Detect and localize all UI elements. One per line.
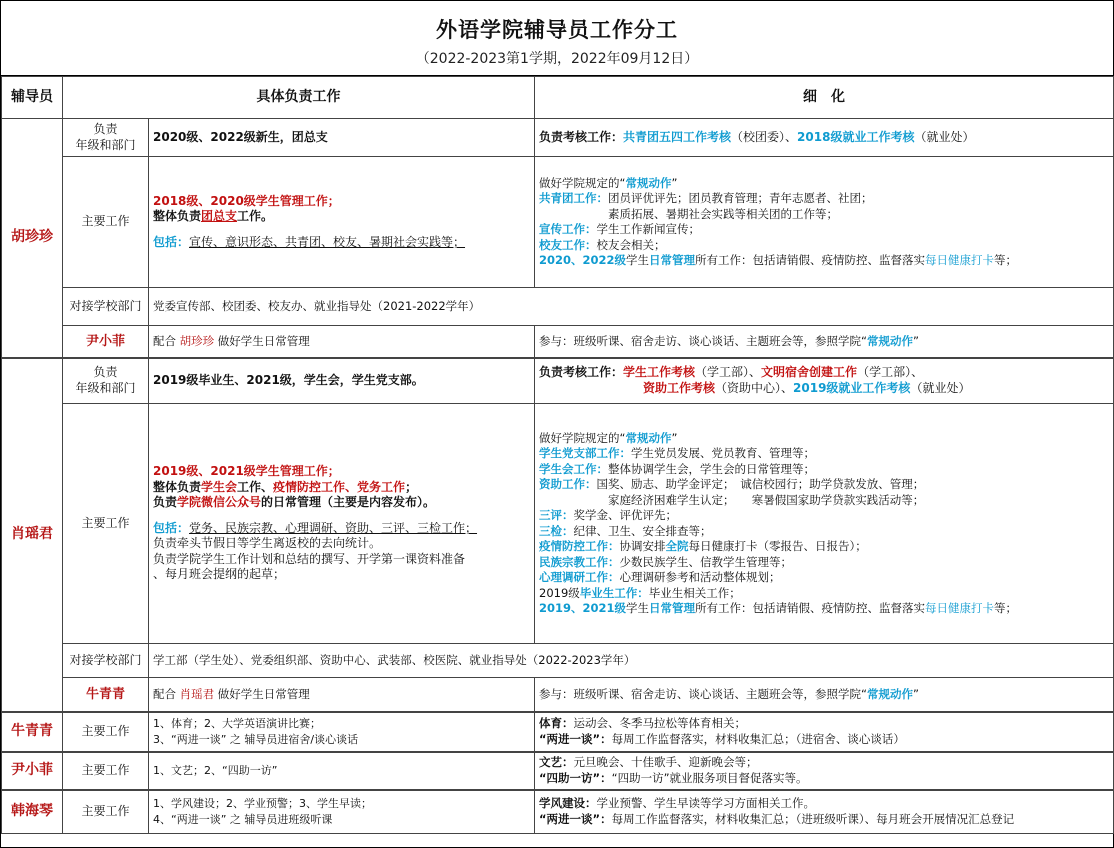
s2-assist: 配合 肖瑶君 做好学生日常管理	[149, 678, 535, 712]
header-detail: 细 化	[535, 77, 1114, 119]
other-2-label: 主要工作	[63, 752, 149, 790]
s1-counselor-name: 胡珍珍	[2, 119, 63, 358]
header-row	[2, 77, 1114, 119]
other-3-label: 主要工作	[63, 790, 149, 834]
s1-assistant-name: 尹小菲	[63, 326, 149, 358]
other-1-detail: 体育：运动会、冬季马拉松等体育相关； “两进一谈”：每周工作监督落实，材料收集汇总；（进宿舍、谈心谈话）	[535, 712, 1114, 752]
s2-main-duty: 2019级、2021级学生管理工作； 整体负责学生会工作、疫情防控工作、党务工作； 负责学院微信公众号的日常管理（主要是内容发布）。 包括：党务、民族宗教、心理调研、资助、三评、三检工作； 负责牵头节假日等学生离返校的去向统计。 负责学院学生工作计划和总结的撰写、开学第一课资料准备 、每月班会提纲的起草；	[149, 404, 535, 644]
s1-assist: 配合 胡珍珍 做好学生日常管理	[149, 326, 535, 358]
other-row-2	[2, 752, 1114, 790]
s2-dept-label: 对接学校部门	[63, 644, 149, 678]
s2-assistant-name: 牛青青	[63, 678, 149, 712]
document-title: 外语学院辅导员工作分工	[436, 18, 678, 42]
other-3-duty: 1、学风建设；2、学业预警；3、学生早读； 4、“两进一谈” 之 辅导员进班级听课	[149, 790, 535, 834]
s1-dept-row	[2, 288, 1114, 326]
s2-assist-row	[2, 678, 1114, 712]
s2-grade-label: 负责 年级和部门	[63, 358, 149, 404]
s2-dept-row	[2, 644, 1114, 678]
s1-assist-detail: 参与：班级听课、宿舍走访、谈心谈话、主题班会等，参照学院“常规动作”	[535, 326, 1114, 358]
other-1-label: 主要工作	[63, 712, 149, 752]
s1-grade-row	[2, 119, 1114, 157]
s2-main-label: 主要工作	[63, 404, 149, 644]
s1-grade-duty: 2020级、2022级新生，团总支	[149, 119, 535, 157]
s1-dept: 党委宣传部、校团委、校友办、就业指导处（2021-2022学年）	[149, 288, 1114, 326]
s2-dept: 学工部（学生处）、党委组织部、资助中心、武装部、校医院、就业指导处（2022-2023学年）	[149, 644, 1114, 678]
s1-main-label: 主要工作	[63, 157, 149, 288]
assignment-table	[1, 76, 1114, 834]
other-3-name: 韩海琴	[2, 790, 63, 834]
s2-main-row	[2, 404, 1114, 644]
s2-counselor-name: 肖瑶君	[2, 358, 63, 712]
s2-main-detail: 做好学院规定的“常规动作” 学生党支部工作：学生党员发展、党员教育、管理等； 学生会工作：整体协调学生会，学生会的日常管理等； 资助工作：国奖、励志、助学金评定； 诚信校园行；助学贷款发放、管理； 家庭经济困难学生认定； 寒暑假国家助学贷款实践活动等； 三评：奖学金、评优评先； 三检：纪律、卫生、安全排查等； 疫情防控工作：协调安排全院每日健康打卡（零报告、日报告）； 民族宗教工作：少数民族学生、信教学生管理等； 心理调研工作：心理调研参考和活动整体规划； 2019级毕业生工作：毕业生相关工作； 2019、2021级学生日常管理所有工作：包括请销假、疫情防控、监督落实每日健康打卡等；	[535, 404, 1114, 644]
header-duty: 具体负责工作	[63, 77, 535, 119]
s1-grade-label: 负责 年级和部门	[63, 119, 149, 157]
title-block	[1, 1, 1113, 76]
document-subtitle: （2022-2023第1学期，2022年09月12日）	[415, 51, 699, 67]
other-1-duty: 1、体育；2、大学英语演讲比赛； 3、“两进一谈” 之 辅导员进宿舍/谈心谈话	[149, 712, 535, 752]
other-2-duty: 1、文艺；2、“四助一访”	[149, 752, 535, 790]
other-row-1	[2, 712, 1114, 752]
other-2-detail: 文艺：元旦晚会、十佳歌手、迎新晚会等； “四助一访”：“四助一访”就业服务项目督促落实等。	[535, 752, 1114, 790]
s1-main-detail: 做好学院规定的“常规动作” 共青团工作：团员评优评先；团员教育管理；青年志愿者、社团； 素质拓展、暑期社会实践等相关团的工作等； 宣传工作：学生工作新闻宣传； 校友工作：校友会相关； 2020、2022级学生日常管理所有工作：包括请销假、疫情防控、监督落实每日健康打卡等；	[535, 157, 1114, 288]
s2-assess: 负责考核工作：学生工作考核（学工部）、文明宿舍创建工作（学工部）、 资助工作考核（资助中心）、2019级就业工作考核（就业处）	[535, 358, 1114, 404]
s1-assess: 负责考核工作：共青团五四工作考核（校团委）、2018级就业工作考核（就业处）	[535, 119, 1114, 157]
other-1-name: 牛青青	[2, 712, 63, 752]
s2-grade-duty: 2019级毕业生、2021级，学生会，学生党支部。	[149, 358, 535, 404]
other-2-name: 尹小菲	[2, 752, 63, 790]
header-counselor: 辅导员	[2, 77, 63, 119]
s1-main-row	[2, 157, 1114, 288]
s2-assist-detail: 参与：班级听课、宿舍走访、谈心谈话、主题班会等，参照学院“常规动作”	[535, 678, 1114, 712]
s1-dept-label: 对接学校部门	[63, 288, 149, 326]
s2-grade-row	[2, 358, 1114, 404]
other-3-detail: 学风建设：学业预警、学生早读等学习方面相关工作。 “两进一谈”：每周工作监督落实，材料收集汇总；（进班级听课）、每月班会开展情况汇总登记	[535, 790, 1114, 834]
s1-assist-row	[2, 326, 1114, 358]
s1-main-duty: 2018级、2020级学生管理工作； 整体负责团总支工作。 包括：宣传、意识形态、共青团、校友、暑期社会实践等；	[149, 157, 535, 288]
other-row-3	[2, 790, 1114, 834]
